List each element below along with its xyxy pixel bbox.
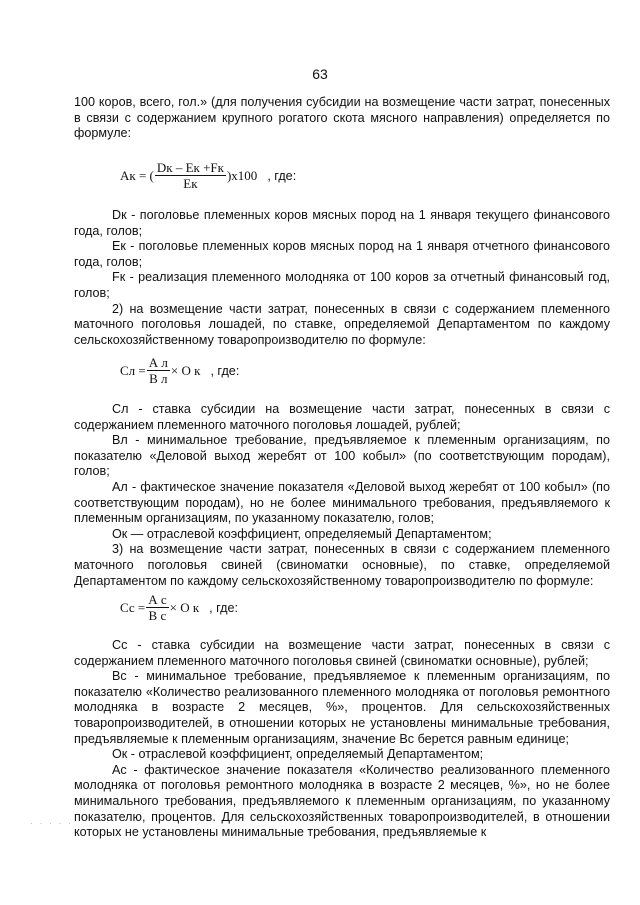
definition-vl: Вл - минимальное требование, предъявляемое к племенным организациям, по показателю «Деловой выход жеребят от 100 кобыл» (по соответствующим породам), голов; <box>74 433 610 479</box>
item-2-horses: 2) на возмещение части затрат, понесенных в связи с содержанием племенного маточного поголовья лошадей, по ставке, определяемой Департаментом по каждому сельскохозяйственному товаропроизводителю по формуле: <box>74 301 610 347</box>
scan-marks: · · · · · <box>30 818 73 828</box>
definitions-block-3 <box>74 638 610 841</box>
intro-text: 100 коров, всего, гол.» (для получения субсидии на возмещение части затрат, понесенных в связи с содержанием крупного рогатого скота мясного направления) определяется по формуле: <box>74 95 610 141</box>
definition-ok-2: Ок - отраслевой коэффициент, определяемый Департаментом; <box>112 747 484 762</box>
definition-ss: Сс - ставка субсидии на возмещение части затрат, понесенных в связи с содержанием племенного маточного поголовья свиней (свиноматки основные), рублей; <box>74 638 610 668</box>
formula-sl-suffix: , где: <box>210 363 240 378</box>
intro-paragraph <box>74 95 610 142</box>
formula-ak-rhs: )х100 <box>226 167 258 183</box>
definition-al: Ал - фактическое значение показателя «Деловой выход жеребят от 100 кобыл» (по соответствующим породам), но не более минимального требования, предъявляемого к племенным организациям, по указанному показателю, голов; <box>74 479 610 526</box>
formula-sl-numerator: А л <box>148 355 168 370</box>
formula-ss <box>120 592 238 623</box>
formula-ss-lhs: Сс = <box>120 599 146 615</box>
item-3-pigs: 3) на возмещение части затрат, понесенных в связи с содержанием племенного маточного поголовья свиней (свиноматки основные), по ставке, определяемой Департаментом по каждому сельскохозяйственному товаропроизводителю по формуле: <box>74 542 610 588</box>
formula-ss-denominator: В с <box>148 608 167 623</box>
formula-ak-denominator: Ек <box>183 176 198 191</box>
definition-fk: Fк - реализация племенного молодняка от 100 коров за отчетный финансовый год, голов; <box>74 270 610 300</box>
definition-vs: Вс - минимальное требование, предъявляемое к племенным организациям, по показателю «Количество реализованного племенного молодняка от поголовья ремонтного молодняка в возрасте 2 месяцев, %», процентов. Для сельскохозяйственных товаропроизводителей, в отношении которых не установлены минимальные требования, предъявляемые к племенным организациям, значение Вс берется равным единице; <box>74 669 610 746</box>
definition-as: Ас - фактическое значение показателя «Количество реализованного племенного молодняка от поголовья ремонтного молодняка в возрасте 2 месяцев, %», но не более минимального требования, предъявляемого к племенным организациям, по указанному показателю, процентов. Для сельскохозяйственных товаропроизводителей, в отношении которых не установлены минимальные требования, предъявляемые к <box>74 762 610 840</box>
formula-sl-rhs: × О к <box>170 362 201 378</box>
formula-ss-numerator: А с <box>148 592 167 607</box>
definition-ok: Ок — отраслевой коэффициент, определяемый Департаментом; <box>112 526 492 541</box>
formula-ss-rhs: × О к <box>169 599 200 615</box>
formula-sl <box>120 355 239 386</box>
formula-sl-denominator: В л <box>149 371 168 386</box>
formula-ak-suffix: , где: <box>267 168 297 183</box>
formula-ak-fraction <box>155 160 226 191</box>
formula-ak-lhs: Ак = ( <box>120 167 154 183</box>
formula-ss-suffix: , где: <box>209 600 239 615</box>
formula-sl-lhs: Сл = <box>120 362 146 378</box>
formula-sl-fraction <box>147 355 170 386</box>
formula-ak <box>120 160 296 191</box>
definition-dk: Dк - поголовье племенных коров мясных пород на 1 января текущего финансового года, голов; <box>74 208 610 238</box>
definition-sl: Сл - ставка субсидии на возмещение части затрат, понесенных в связи с содержанием племенного маточного поголовья лошадей, рублей; <box>74 402 610 432</box>
definitions-block-1 <box>74 208 610 348</box>
formula-ak-numerator: Dк – Ек +Fк <box>156 160 224 175</box>
definition-ek: Ек - поголовье племенных коров мясных пород на 1 января отчетного финансового года, голов; <box>74 239 610 269</box>
definitions-block-2 <box>74 402 610 589</box>
formula-ss-fraction <box>146 592 168 623</box>
page-number: 63 <box>312 66 328 82</box>
